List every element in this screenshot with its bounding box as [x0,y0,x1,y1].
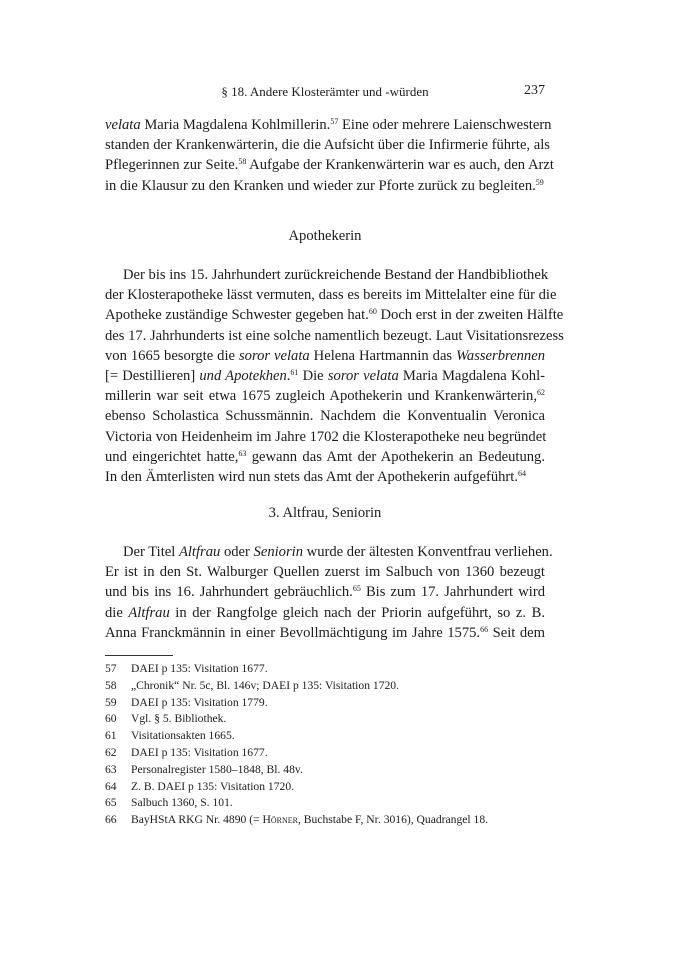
text-line: des 17. Jahrhunderts ist eine solche namentlich bezeugt. Laut Visitationsrezess [105,327,564,344]
footnote-ref: 66 [480,624,489,634]
text-line: Victoria von Heidenheim im Jahre 1702 die Klosterapotheke neu begründet [105,428,547,445]
footnote: 57 DAEI p 135: Visitation 1677. [105,662,268,675]
text-line: Der Titel Altfrau oder Seniorin wurde der ältesten Konventfrau verliehen. [123,544,553,560]
footnote: 63 Personalregister 1580–1848, Bl. 48v. [105,762,303,776]
text-line: Anna Franckmännin in einer Bevollmächtigung im Jahre 1575.66 Seit dem [105,624,545,641]
paragraph-altfrau [105,542,553,643]
footnote-ref: 60 [368,307,377,317]
footnote-ref: 57 [330,117,339,126]
footnote: 64 Z. B. DAEI p 135: Visitation 1720. [105,779,295,793]
text-line: und bis ins 16. Jahrhundert gebräuchlich.$^{65}$ Bis zum 17. Jahrhundert wird [105,584,545,601]
footnote-ref: 62 [537,388,545,398]
text-line: Der bis ins 15. Jahrhundert zurückreichende Bestand der Handbibliothek [123,267,549,283]
text-line: In den Ämterlisten wird nun stets das Amt der Apothekerin aufgeführt.$^{64}$ [105,469,526,486]
footnote: 62 DAEI p 135: Visitation 1677. [105,745,268,759]
text-line: ebenso Scholastica Schussmännin. Nachdem die Konventualin Veronica [105,408,545,425]
footnote: 66 BayHStA RKG Nr. 4890 (= Hörner, Buchstabe F, Nr. 3016), Quadrangel 18. [105,813,489,827]
section-heading-apothekerin: Apothekerin [288,228,362,244]
text-line: standen der Krankenwärterin, die die Aufsicht über die Infirmerie führte, als [105,137,550,154]
footnote: 65 Salbuch 1360, S. 101. [105,796,233,810]
running-head [105,84,545,104]
text-line: millerin war seit etwa 1675 zugleich Apothekerin und Krankenwärterin,$^{62}$ [105,388,545,405]
text-line: Pflegerinnen zur Seite.$^{58}$ Aufgabe der Krankenwärterin war es auch, den Arzt [105,157,554,174]
text-line: die Altfrau in der Rangfolge gleich nach der Priorin aufgeführt, so z. B. [105,604,545,621]
running-title: § 18. Andere Klosterämter und -würden [221,84,429,99]
footnote-ref: 64 [518,469,526,479]
footnote: 58 „Chronik“ Nr. 5c, Bl. 146v; DAEI p 135: Visitation 1720. [105,678,399,692]
section-heading-altfrau: 3. Altfrau, Seniorin [268,505,382,521]
paragraph-apothekerin [105,265,564,487]
paragraph-continuation [105,115,554,196]
footnote-separator [105,655,173,656]
text-line: velata Maria Magdalena Kohlmillerin.$^{57}$ Eine oder mehrere Laienschwestern [105,117,552,133]
footnote-ref: 65 [352,584,361,594]
text-line: [= Destillieren] und Apotekhen.$^{61}$ Die soror velata Maria Magdalena Kohl- [105,368,545,385]
footnotes [105,661,545,829]
footnote-ref: 63 [238,448,247,458]
footnote-ref: 59 [535,177,544,187]
footnote: 60 Vgl. § 5. Bibliothek. [105,712,227,726]
footnote-ref: 58 [238,157,247,167]
page-number: 237 [524,83,545,98]
text-line: Er ist in den St. Walburger Quellen zuerst im Salbuch von 1360 bezeugt [105,564,545,581]
text-line: der Klosterapotheke lässt vermuten, dass es bereits im Mittelalter eine für die [105,287,557,304]
text-line: in die Klausur zu den Kranken und wieder zur Pforte zurück zu begleiten.$^{59}$ [105,177,544,194]
text-line: Apotheke zuständige Schwester gegeben hat.$^{60}$ Doch erst in der zweiten Hälfte [105,307,564,324]
footnote: 61 Visitationsakten 1665. [105,729,235,743]
text-line: von 1665 besorgte die soror velata Helena Hartmannin das Wasserbrennen [105,347,545,364]
footnote: 59 DAEI p 135: Visitation 1779. [105,695,268,709]
text-line: und eingerichtet hatte,$^{63}$ gewann das Amt der Apothekerin an Bedeutung. [105,448,545,465]
footnote-ref: 61 [290,368,299,378]
